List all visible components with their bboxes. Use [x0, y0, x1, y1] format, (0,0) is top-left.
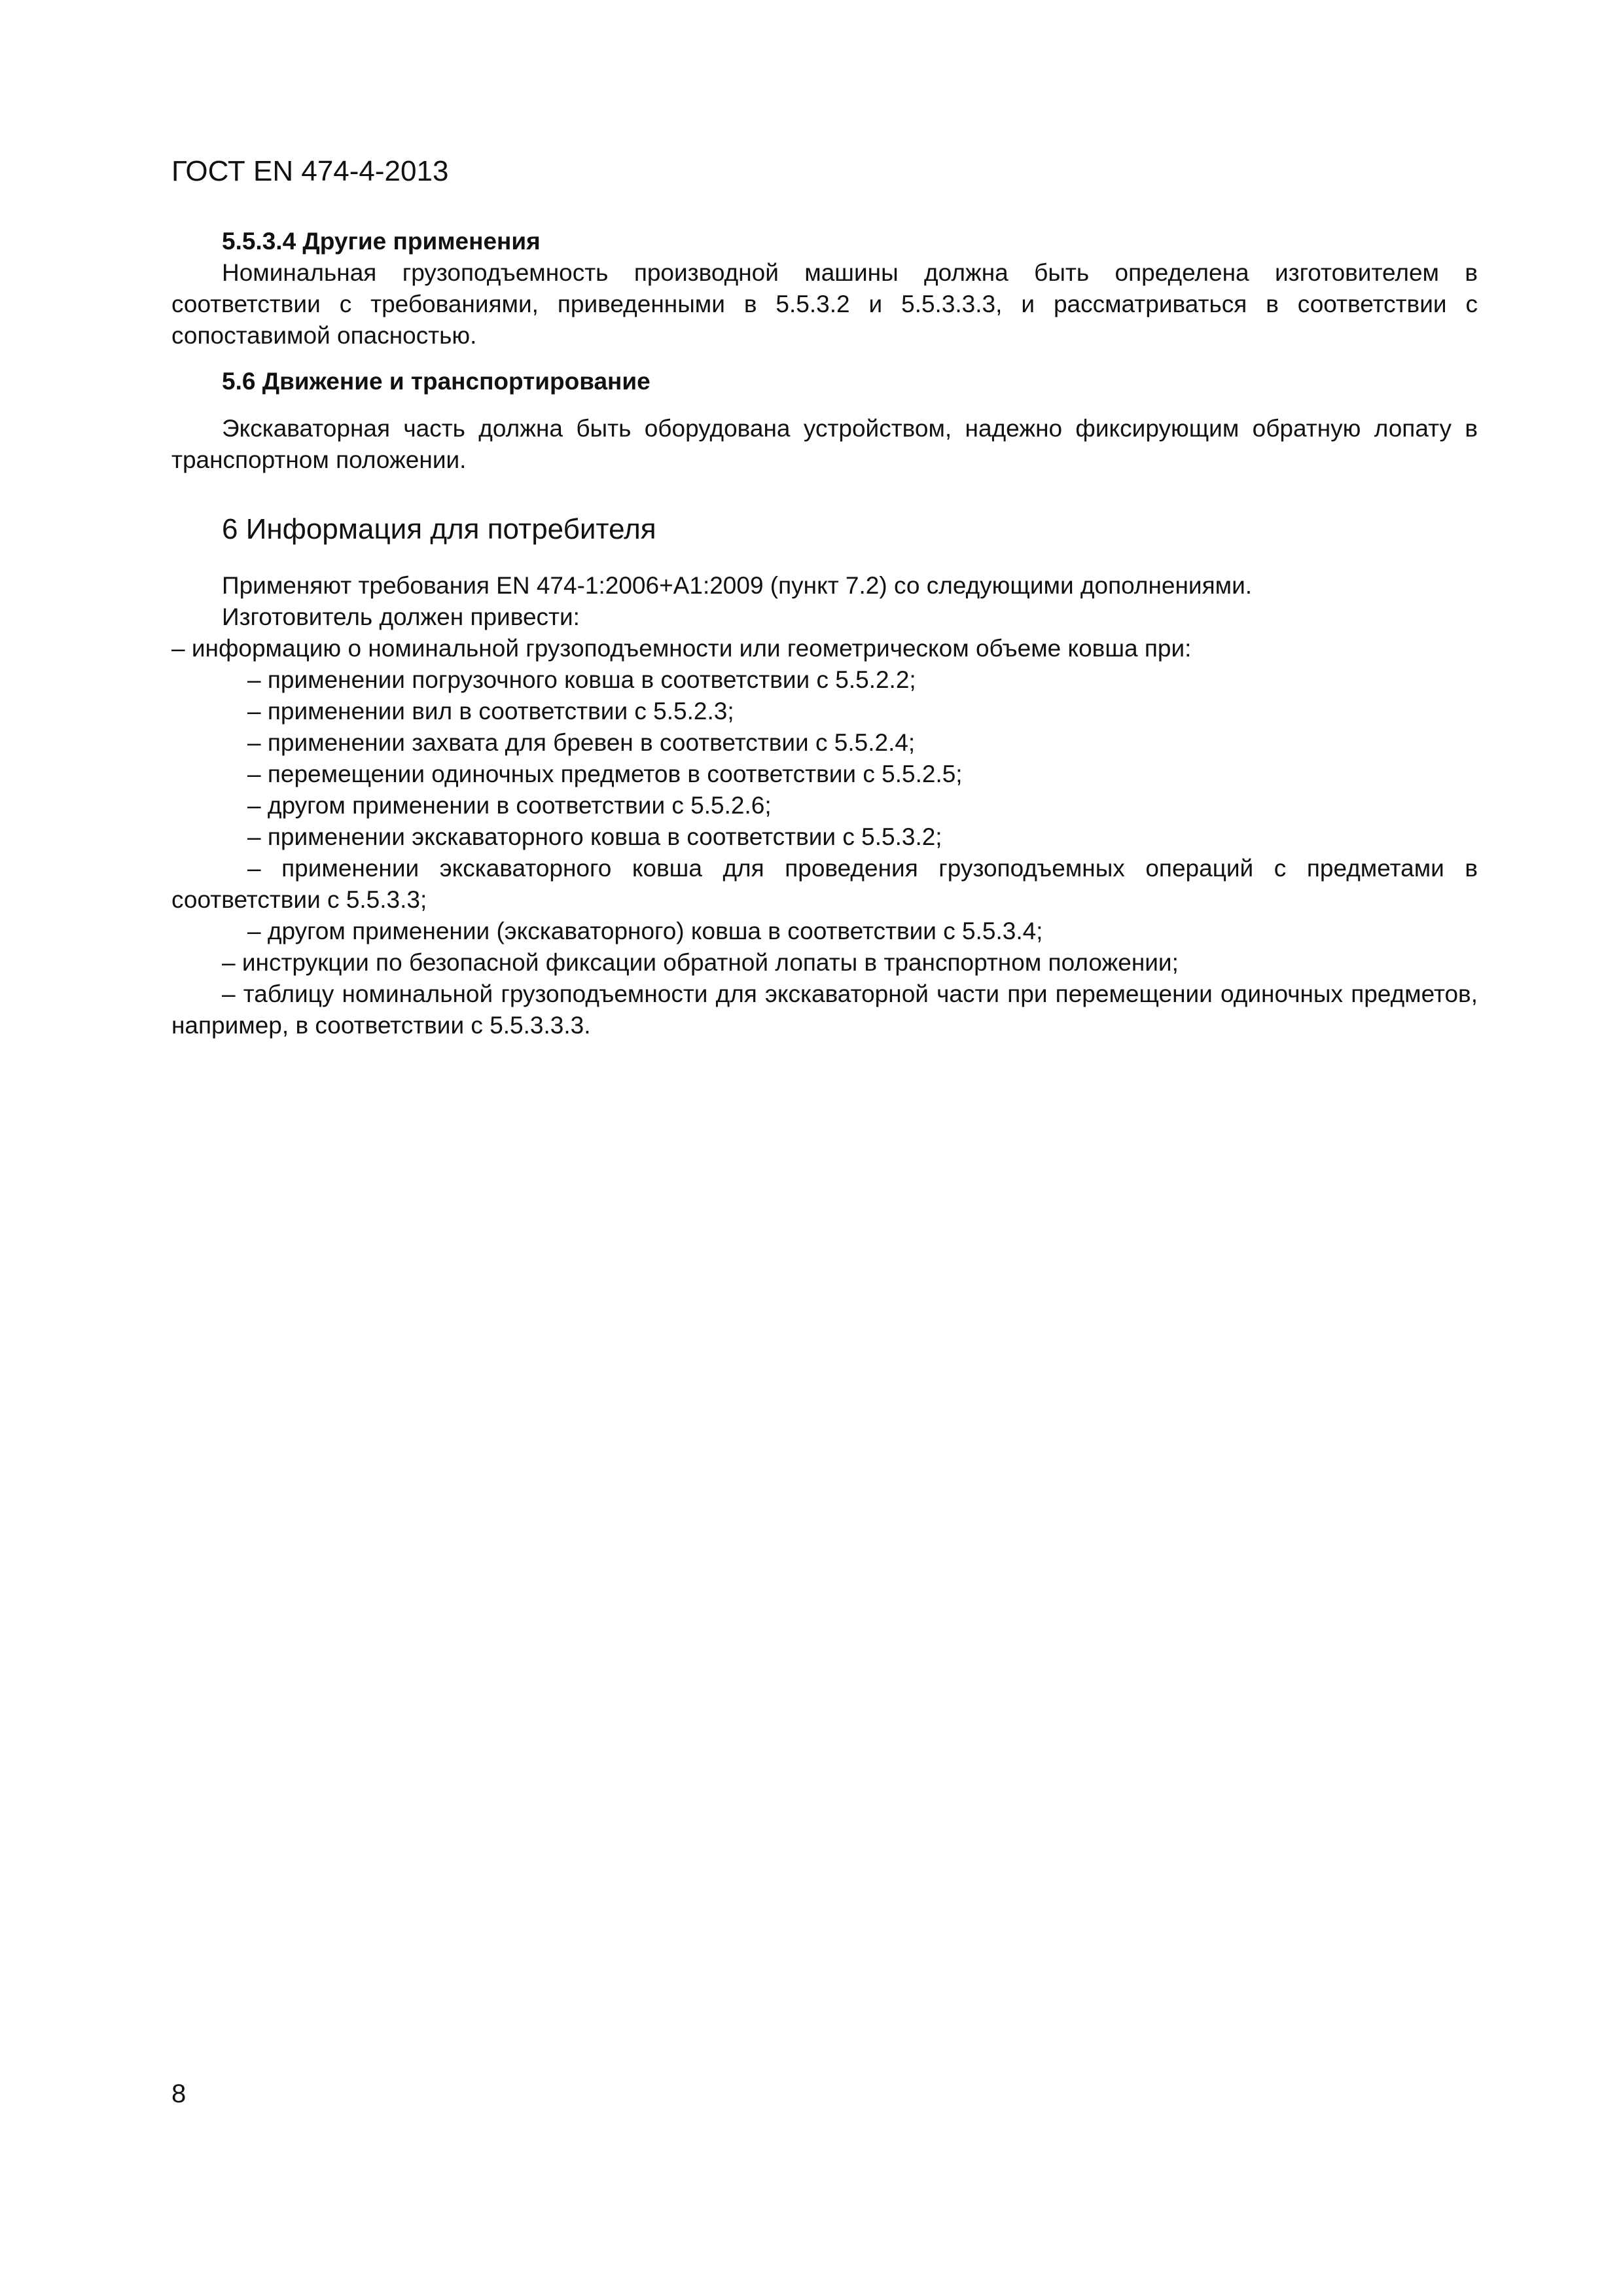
- page-number: 8: [171, 2079, 187, 2108]
- section-title-6: 6 Информация для потребителя: [222, 513, 656, 545]
- list-subitem: – другом применении (экскаваторного) ковша в соответствии с 5.5.3.4;: [247, 918, 1043, 944]
- list-subitem: – другом применении в соответствии с 5.5.2.6;: [247, 792, 772, 819]
- paragraph-intro: Применяют требования EN 474-1:2006+A1:2009 (пункт 7.2) со следующими дополнениями.: [222, 572, 1253, 599]
- list-subitem: – перемещении одиночных предметов в соответствии с 5.5.2.5;: [247, 761, 963, 787]
- list-subitem: – применении экскаваторного ковша для проведения грузоподъемных операций с предметами в соответствии с 5.5.3.3;: [171, 855, 1478, 913]
- list-subitem: – применении вил в соответствии с 5.5.2.3;: [247, 698, 734, 725]
- list-subitem: – применении экскаваторного ковша в соответствии с 5.5.3.2;: [247, 823, 942, 850]
- list-item-info: – информацию о номинальной грузоподъемности или геометрическом объеме ковша при:: [171, 635, 1192, 662]
- document-body: [171, 226, 1478, 1041]
- list-subitem: – применении захвата для бревен в соответствии с 5.5.2.4;: [247, 729, 916, 756]
- paragraph-5-5-3-4: Номинальная грузоподъемность производной машины должна быть определена изготовителем в соответствии с требованиями, приведенными в 5.5.3.2 и 5.5.3.3.3, и рассматриваться в соответствии с сопоставимой опасностью.: [171, 259, 1478, 349]
- list-subitem: – применении погрузочного ковша в соответствии с 5.5.2.2;: [247, 666, 916, 693]
- document-id-header: ГОСТ EN 474-4-2013: [171, 155, 449, 187]
- paragraph-intro-2: Изготовитель должен привести:: [222, 603, 580, 630]
- list-item-instructions: – инструкции по безопасной фиксации обратной лопаты в транспортном положении;: [222, 949, 1179, 976]
- list-item-table: – таблицу номинальной грузоподъемности для экскаваторной части при перемещении одиночных предметов, например, в соответствии с 5.5.3.3.3.: [171, 980, 1478, 1039]
- subsection-title-5-6: 5.6 Движение и транспортирование: [222, 368, 651, 395]
- subsection-title-5-5-3-4: 5.5.3.4 Другие применения: [222, 228, 541, 255]
- paragraph-5-6: Экскаваторная часть должна быть оборудована устройством, надежно фиксирующим обратную лопату в транспортном положении.: [171, 415, 1478, 473]
